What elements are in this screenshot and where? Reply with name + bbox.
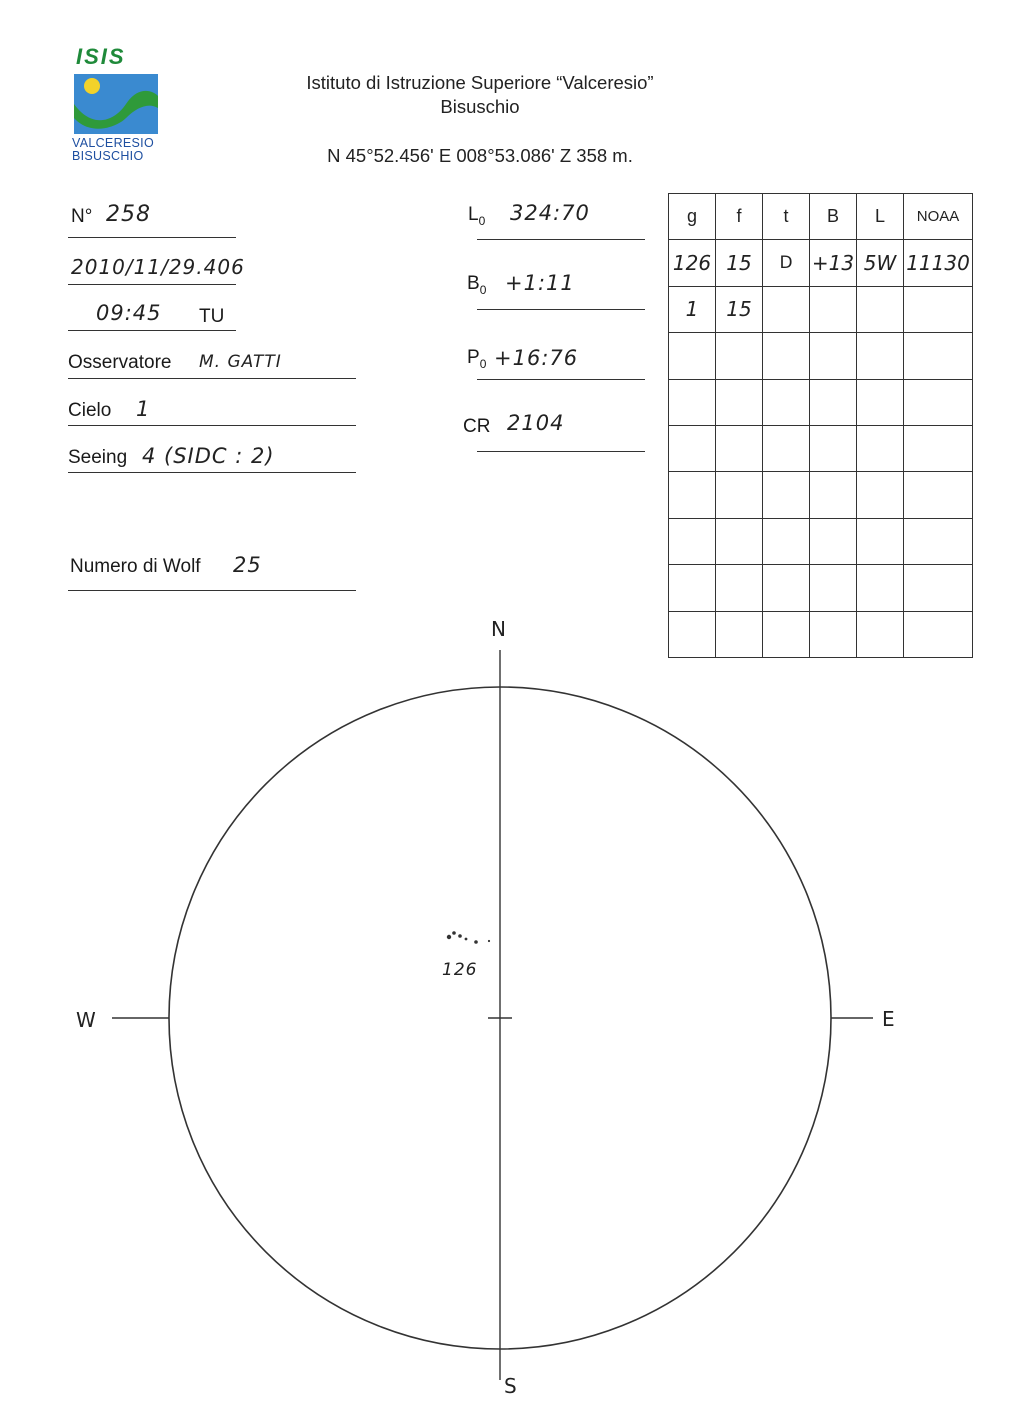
b0-rule: [477, 309, 645, 310]
sunspot-dot: [447, 935, 451, 939]
table-cell: [669, 333, 716, 379]
table-cell: 126: [669, 240, 716, 286]
table-cell: [857, 472, 904, 518]
table-row: [669, 333, 973, 379]
number-rule: [68, 237, 236, 238]
header-cell-g: g: [669, 194, 716, 240]
table-cell: 11130: [904, 240, 973, 286]
table-cell: [810, 379, 857, 425]
table-cell: [669, 472, 716, 518]
table-cell: [716, 333, 763, 379]
b0-value: +1:11: [505, 271, 575, 295]
sunspot-dot: [452, 931, 456, 935]
sky-label: Cielo: [68, 400, 112, 421]
table-cell: 15: [716, 240, 763, 286]
table-cell: [669, 425, 716, 471]
table-row: [669, 240, 973, 286]
header-cell-b: B: [810, 194, 857, 240]
north-label: N: [491, 617, 506, 641]
logo-line1: VALCERESIO: [72, 136, 154, 150]
sunspot-dot: [488, 940, 490, 942]
solar-disk-drawing: [0, 600, 1024, 1400]
table-cell: [763, 472, 810, 518]
sunspot-dot: [474, 940, 478, 944]
table-row: [669, 472, 973, 518]
header-cell-f: f: [716, 194, 763, 240]
date-value: 2010/11/29.406: [71, 255, 245, 279]
l0-rule: [477, 239, 645, 240]
logo-line2: BISUSCHIO: [72, 149, 144, 163]
table-cell: 1: [669, 286, 716, 332]
table-cell: +13: [810, 240, 857, 286]
table-cell: [904, 333, 973, 379]
south-label: S: [504, 1374, 517, 1398]
p0-label: $P_0$: [467, 347, 487, 371]
header-cell-l: L: [857, 194, 904, 240]
table-cell: [763, 379, 810, 425]
header-cell-noaa: NOAA: [904, 194, 973, 240]
p0-value: +16:76: [494, 346, 579, 370]
west-label: W: [76, 1008, 96, 1032]
table-row: [669, 379, 973, 425]
cr-rule: [477, 451, 645, 452]
wolf-value: 25: [233, 553, 262, 577]
l0-value: 324:70: [510, 201, 590, 225]
table-cell: 15: [716, 286, 763, 332]
table-cell: [857, 286, 904, 332]
table-row: [669, 425, 973, 471]
table-cell: [763, 518, 810, 564]
table-cell: [857, 518, 904, 564]
table-cell: [810, 425, 857, 471]
table-header-row: [669, 194, 973, 240]
table-cell: [716, 472, 763, 518]
table-cell: [904, 379, 973, 425]
table-cell: D: [763, 240, 810, 286]
table-cell: [763, 286, 810, 332]
table-cell: [716, 379, 763, 425]
seeing-value: 4 (SIDC : 2): [142, 444, 275, 468]
number-value: 258: [106, 202, 151, 227]
time-value: 09:45: [96, 301, 162, 325]
table-cell: [857, 379, 904, 425]
institute-name: Istituto di Istruzione Superiore “Valceresio”: [306, 72, 654, 93]
sunspot-group-marks: [447, 931, 490, 944]
table-cell: [904, 286, 973, 332]
table-cell: [810, 286, 857, 332]
time-rule: [68, 330, 236, 331]
table-cell: [669, 518, 716, 564]
table-cell: [763, 425, 810, 471]
group-label: 126: [442, 960, 478, 980]
observer-value: M. GATTI: [199, 352, 282, 372]
p0-rule: [477, 379, 645, 380]
table-cell: [763, 333, 810, 379]
wolf-label: Numero di Wolf: [70, 556, 201, 577]
table-cell: [810, 518, 857, 564]
table-cell: [904, 518, 973, 564]
observer-rule: [68, 378, 356, 379]
table-cell: [810, 472, 857, 518]
seeing-rule: [68, 472, 356, 473]
sunspot-dot: [458, 934, 462, 938]
cr-value: 2104: [507, 411, 565, 435]
sky-value: 1: [136, 397, 151, 421]
table-row: [669, 286, 973, 332]
b0-label: $B_0$: [467, 273, 487, 297]
table-cell: [904, 472, 973, 518]
date-rule: [68, 284, 236, 285]
table-cell: 5W: [857, 240, 904, 286]
table-cell: [810, 333, 857, 379]
table-cell: [669, 379, 716, 425]
table-cell: [716, 518, 763, 564]
logo-sun-wave-icon: [74, 74, 158, 134]
table-cell: [857, 333, 904, 379]
sunspot-groups-table: [668, 193, 973, 658]
header-cell-t: t: [763, 194, 810, 240]
table-cell: [857, 425, 904, 471]
l0-label: $L_0$: [468, 204, 486, 228]
observer-label: Osservatore: [68, 352, 172, 373]
table-cell: [716, 425, 763, 471]
table-row: [669, 518, 973, 564]
wolf-rule: [68, 590, 356, 591]
cr-label: CR: [463, 416, 491, 437]
institute-town: Bisuschio: [440, 96, 520, 117]
sunspot-dot: [465, 938, 468, 941]
number-label: N°: [71, 206, 93, 227]
logo-wordmark: ISIS: [76, 44, 126, 69]
table-cell: [904, 425, 973, 471]
station-coordinates: N 45°52.456' E 008°53.086' Z 358 m.: [327, 145, 633, 166]
time-unit: TU: [199, 306, 225, 327]
logo-emblem: [74, 74, 158, 134]
sky-rule: [68, 425, 356, 426]
seeing-label: Seeing: [68, 447, 128, 468]
east-label: E: [882, 1007, 895, 1031]
